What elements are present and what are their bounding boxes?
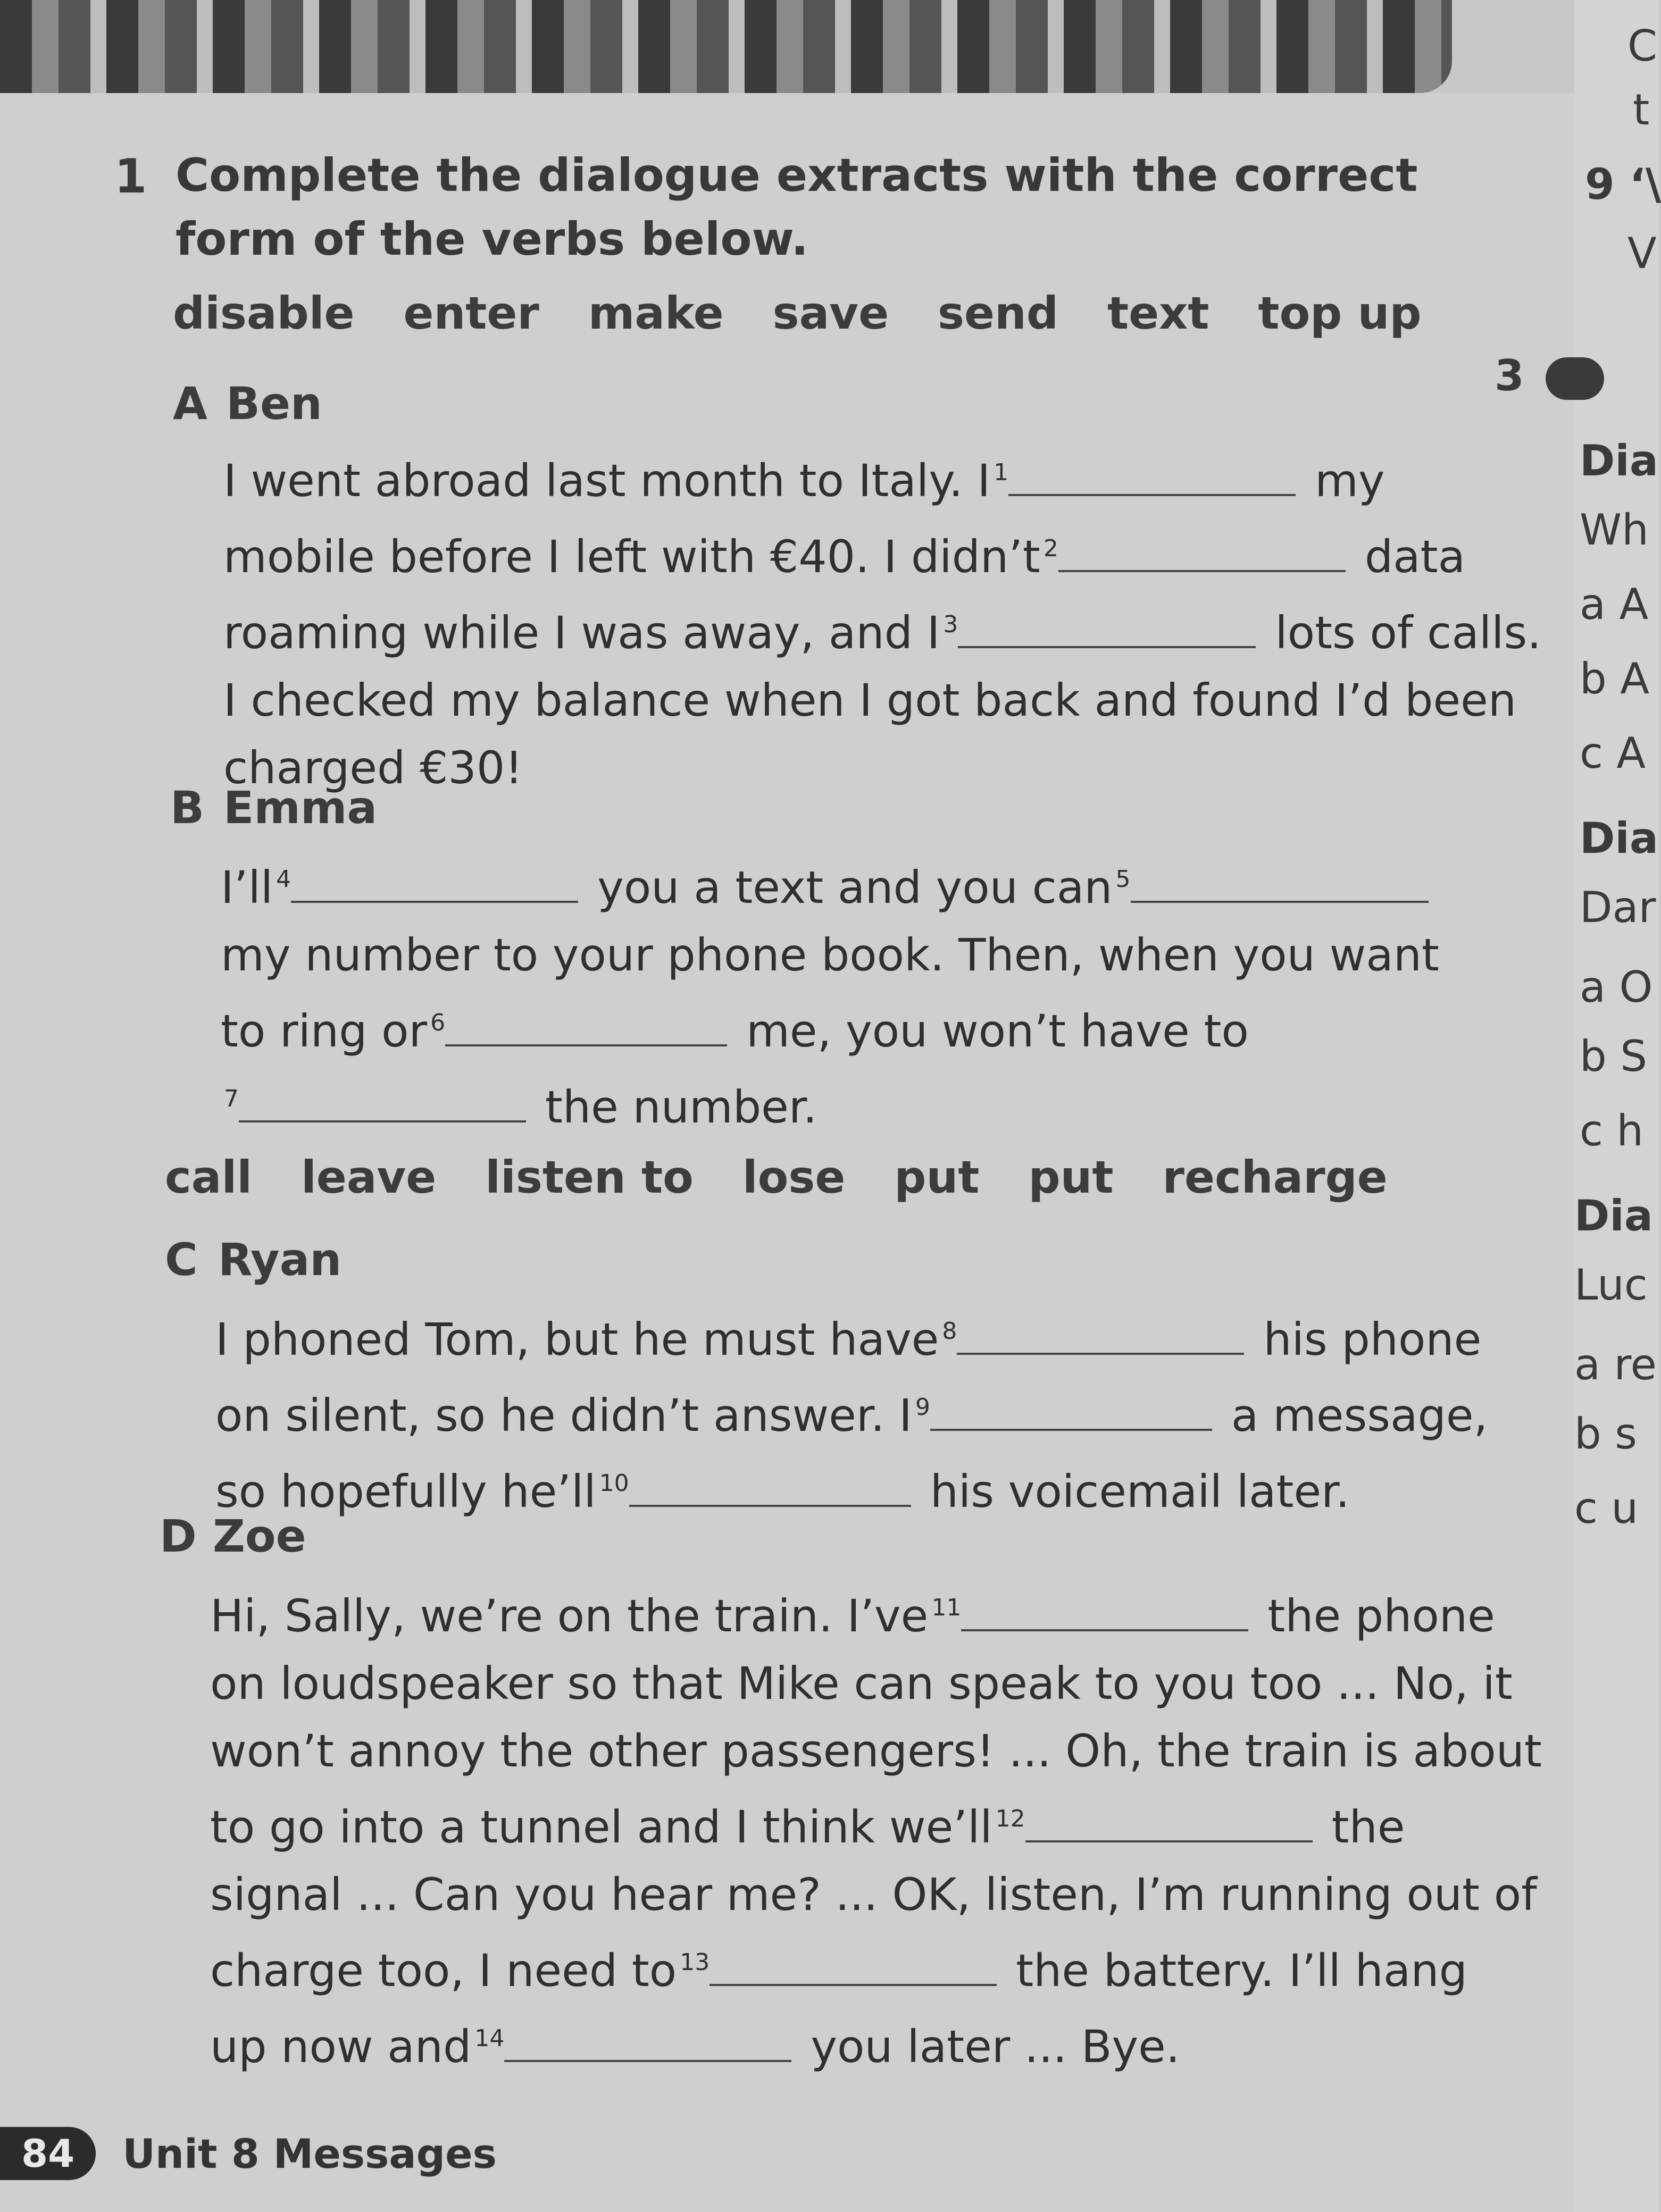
dialogue-line <box>223 591 1541 667</box>
dialogue-line <box>221 989 1439 1065</box>
answer-blank-4[interactable] <box>291 864 578 903</box>
blank-number: 9 <box>915 1394 930 1421</box>
word-bank-item: leave <box>301 1151 437 1203</box>
dialogue-line: on loudspeaker so that Mike can speak to you too ... No, it <box>210 1657 1513 1710</box>
line-text: the phone <box>1267 1590 1495 1642</box>
answer-blank-8[interactable] <box>957 1316 1244 1355</box>
speaker-name: Emma <box>223 782 378 834</box>
dialogue-line <box>215 1449 1488 1526</box>
exercise-instruction: Complete the dialogue extracts with the correct form of the verbs below. <box>176 149 1418 266</box>
blank-number: 6 <box>430 1009 446 1036</box>
answer-blank-14[interactable] <box>504 2023 791 2062</box>
dialogue-line: won’t annoy the other passengers! ... Oh, the train is about <box>210 1725 1542 1777</box>
answer-blank-9[interactable] <box>930 1392 1212 1431</box>
word-bank-2 <box>165 1151 1388 1203</box>
blank-number: 12 <box>995 1805 1025 1832</box>
word-bank-item: enter <box>403 287 539 339</box>
blank-number: 14 <box>474 2025 505 2052</box>
section-heading-b <box>170 782 377 834</box>
answer-blank-6[interactable] <box>445 1007 727 1046</box>
dialogue-line <box>223 439 1541 515</box>
dialogue-line <box>210 2005 1542 2081</box>
blank-number: 1 <box>994 459 1009 486</box>
dialogue-c <box>215 1297 1488 1526</box>
line-text: I went abroad last month to Italy. I <box>223 455 991 507</box>
blank-number: 7 <box>224 1085 239 1112</box>
line-text: to go into a tunnel and I think we’ll <box>210 1801 992 1853</box>
section-number: 3 <box>1495 351 1524 400</box>
word-bank-item: top up <box>1258 287 1422 339</box>
blank-number: 13 <box>680 1949 710 1976</box>
exercise-number: 1 <box>114 149 147 204</box>
word-bank-item: send <box>938 287 1058 339</box>
word-bank-item: call <box>165 1151 253 1203</box>
right-page-text: C <box>1627 21 1657 71</box>
dialogue-line <box>221 845 1439 921</box>
line-text: I phoned Tom, but he must have <box>215 1313 939 1365</box>
dialogue-line <box>210 1929 1542 2005</box>
right-page-text: c h <box>1580 1106 1644 1155</box>
right-page-text: Dar <box>1580 883 1656 932</box>
answer-blank-10[interactable] <box>629 1468 911 1507</box>
line-text: the <box>1331 1801 1405 1853</box>
right-page-text: a A <box>1580 580 1649 629</box>
line-text: to ring or <box>221 1005 428 1057</box>
word-bank-item: recharge <box>1162 1151 1388 1203</box>
right-page-text: a O <box>1580 962 1653 1012</box>
line-text: my <box>1315 455 1385 507</box>
dialogue-d <box>210 1574 1542 2081</box>
speech-icon <box>1546 357 1604 400</box>
unit-number: Unit 8 <box>122 2130 260 2177</box>
speaker-name: Zoe <box>213 1510 306 1562</box>
answer-blank-12[interactable] <box>1025 1803 1313 1842</box>
blank-number: 10 <box>599 1470 629 1497</box>
dialogue-a <box>223 439 1541 802</box>
speaker-name: Ben <box>226 378 322 430</box>
word-bank-item: disable <box>173 287 355 339</box>
right-page-text <box>1495 351 1604 400</box>
unit-label <box>122 2130 497 2177</box>
line-text: a message, <box>1231 1389 1488 1442</box>
section-letter: A <box>173 378 208 430</box>
blank-number: 8 <box>942 1318 957 1345</box>
dialogue-line: signal ... Can you hear me? ... OK, listen, I’m running out of <box>210 1869 1537 1921</box>
blank-number: 3 <box>943 611 958 638</box>
dialogue-line <box>223 515 1541 591</box>
right-page-text: t <box>1633 85 1650 135</box>
word-bank-item: save <box>772 287 889 339</box>
right-page-text: Dia <box>1580 436 1658 485</box>
line-text: his phone <box>1263 1313 1482 1365</box>
answer-blank-2[interactable] <box>1058 533 1346 572</box>
answer-blank-1[interactable] <box>1008 457 1296 496</box>
blank-number: 4 <box>276 866 291 893</box>
answer-blank-7[interactable] <box>239 1083 526 1122</box>
word-bank-item: listen to <box>485 1151 694 1203</box>
word-bank-item: put <box>1028 1151 1114 1203</box>
word-bank-item: make <box>588 287 724 339</box>
unit-title: Messages <box>273 2130 497 2177</box>
right-page-text: V <box>1627 229 1657 278</box>
section-letter: B <box>170 782 205 834</box>
blank-number: 11 <box>931 1594 962 1621</box>
right-page-text: c u <box>1574 1484 1639 1533</box>
right-page-text: b s <box>1574 1409 1637 1459</box>
dialogue-line: charged €30! <box>223 742 523 794</box>
dialogue-line <box>210 1785 1542 1861</box>
right-page-text: b A <box>1580 654 1649 703</box>
line-text: his voicemail later. <box>930 1465 1350 1518</box>
right-page-text: Wh <box>1580 505 1649 555</box>
right-page-edge <box>1495 0 1661 2212</box>
dialogue-line <box>221 1065 1439 1141</box>
line-text: on silent, so he didn’t answer. I <box>215 1389 912 1442</box>
page-number: 84 <box>0 2127 96 2180</box>
dialogue-line <box>215 1373 1488 1449</box>
section-letter: C <box>165 1234 198 1286</box>
dialogue-line <box>210 1574 1542 1650</box>
right-page-text: Dia <box>1580 814 1658 863</box>
line-text: charge too, I need to <box>210 1945 677 1997</box>
answer-blank-11[interactable] <box>961 1592 1248 1631</box>
page-footer <box>0 2122 497 2185</box>
dialogue-line <box>215 1297 1488 1373</box>
line-text: you a text and you can <box>597 861 1113 914</box>
line-text: lots of calls. <box>1275 607 1541 659</box>
photo-strip <box>0 0 1452 93</box>
word-bank-1 <box>173 287 1422 339</box>
line-text: roaming while I was away, and I <box>223 607 940 659</box>
line-text: up now and <box>210 2021 472 2073</box>
dialogue-line: my number to your phone book. Then, when you want <box>221 929 1439 981</box>
word-bank-item: lose <box>742 1151 846 1203</box>
word-bank-item: text <box>1107 287 1209 339</box>
blank-number: 2 <box>1043 535 1058 562</box>
section-heading-c <box>165 1234 341 1286</box>
right-page-text: a re <box>1574 1340 1657 1389</box>
line-text: you later ... Bye. <box>811 2021 1180 2073</box>
right-page-text: c A <box>1580 728 1646 778</box>
line-text: I’ll <box>221 861 273 914</box>
right-page-text: 9 ‘\ <box>1585 160 1661 209</box>
right-page-text: Luc <box>1574 1260 1648 1310</box>
line-text: the number. <box>545 1081 817 1133</box>
dialogue-b <box>221 845 1439 1141</box>
line-text: the battery. I’ll hang <box>1016 1945 1467 1997</box>
right-page-text: b S <box>1580 1032 1647 1081</box>
speaker-name: Ryan <box>218 1234 342 1286</box>
line-text: so hopefully he’ll <box>215 1465 596 1518</box>
line-text: mobile before I left with €40. I didn’t <box>223 531 1040 583</box>
answer-blank-5[interactable] <box>1131 864 1429 903</box>
right-page-text: Dia <box>1574 1191 1653 1241</box>
answer-blank-13[interactable] <box>710 1947 997 1986</box>
line-text: data <box>1364 531 1466 583</box>
section-heading-d <box>160 1510 306 1562</box>
line-text: me, you won’t have to <box>746 1005 1249 1057</box>
word-bank-item: put <box>894 1151 980 1203</box>
line-text: Hi, Sally, we’re on the train. I’ve <box>210 1590 929 1642</box>
dialogue-line: I checked my balance when I got back and found I’d been <box>223 674 1517 726</box>
answer-blank-3[interactable] <box>958 609 1256 648</box>
section-heading-a <box>173 378 322 430</box>
section-letter: D <box>160 1510 197 1562</box>
blank-number: 5 <box>1115 866 1131 893</box>
